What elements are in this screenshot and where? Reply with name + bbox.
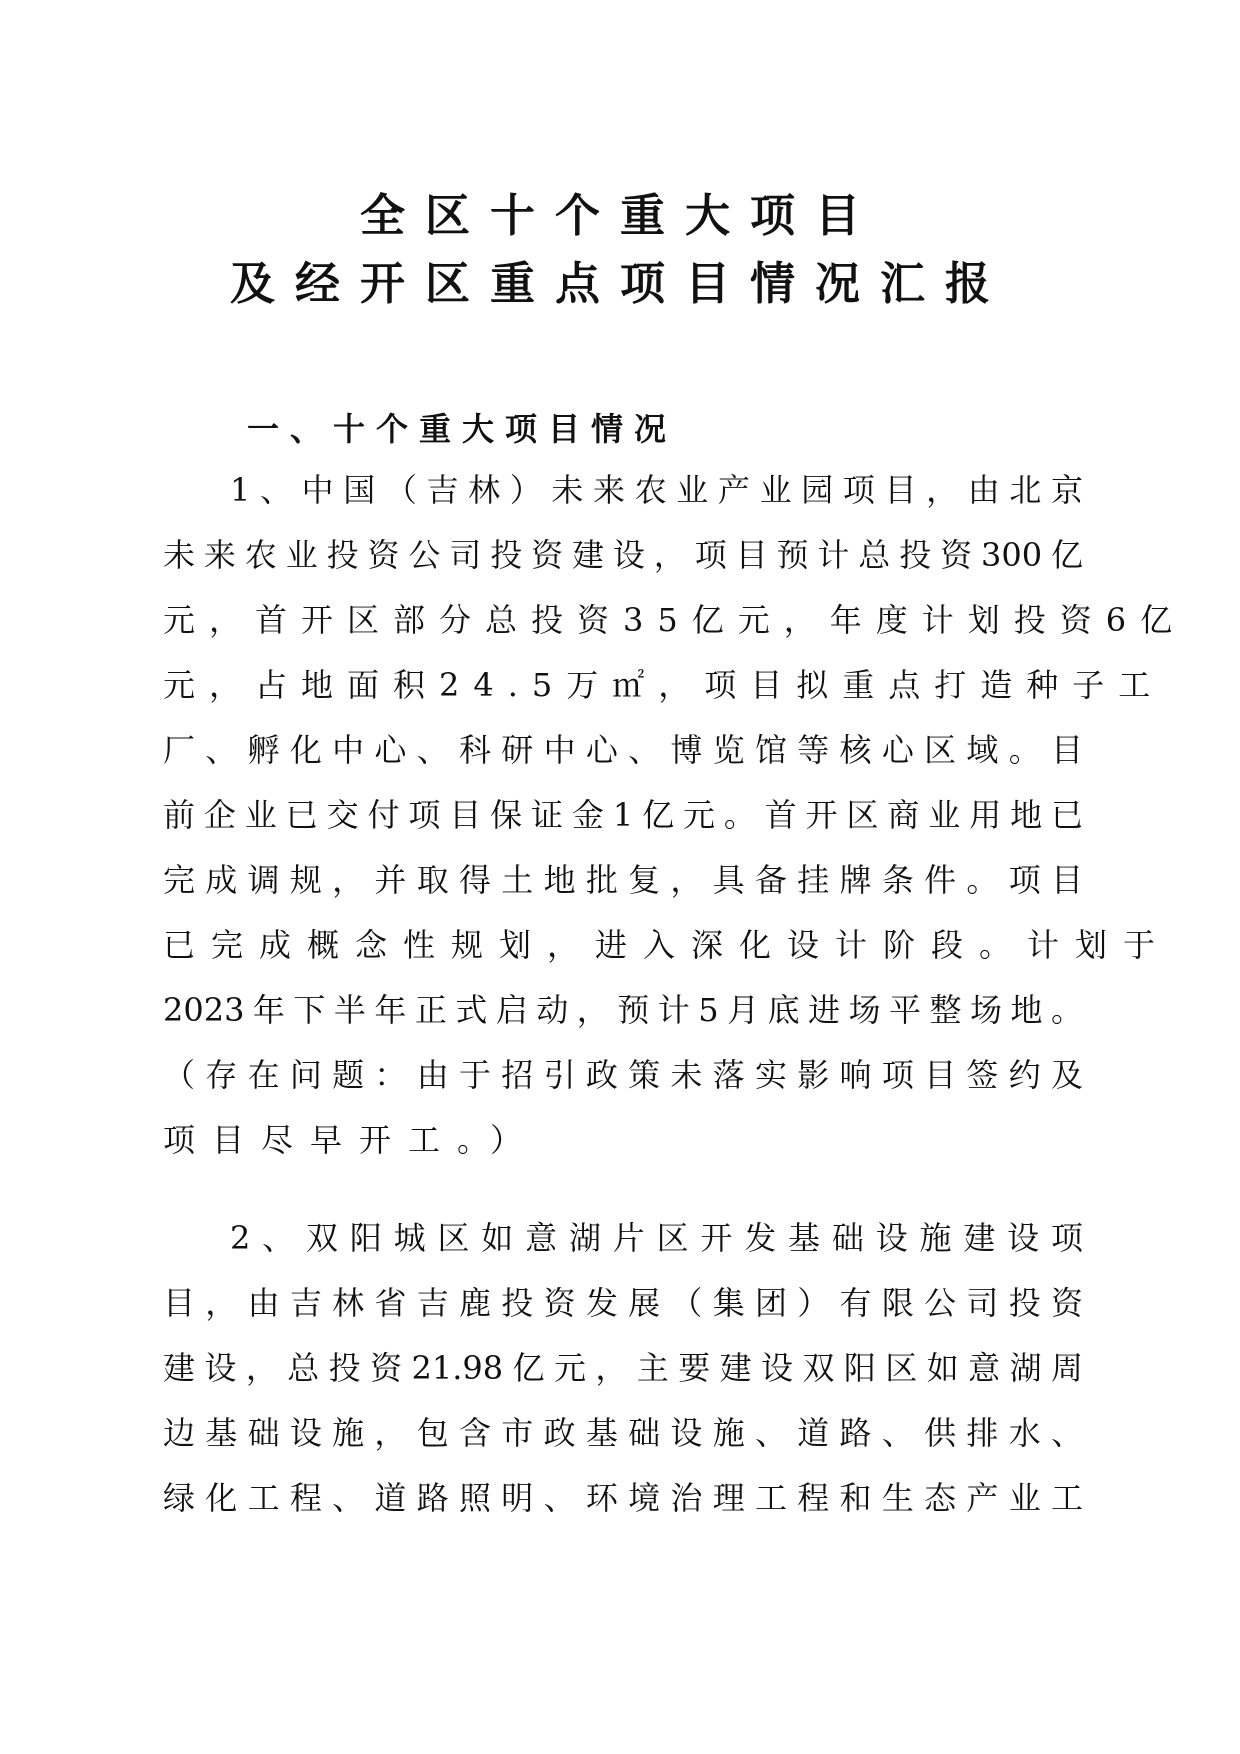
item1-line-6: 前企业已交付项目保证金1亿元。首开区商业用地已 [163,796,1083,834]
item1-line-5: 厂、孵化中心、科研中心、博览馆等核心区域。目 [163,731,1083,769]
item1-line-8: 已完成概念性规划，进入深化设计阶段。计划于 [163,926,1172,964]
item2-line-2: 目，由吉林省吉鹿投资发展（集团）有限公司投资 [163,1284,1083,1322]
section-heading: 一、十个重大项目情况 [247,410,678,448]
item1-line-7: 完成调规，并取得土地批复，具备挂牌条件。项目 [163,861,1083,899]
item1-line-2: 未来农业投资公司投资建设，项目预计总投资300亿 [163,536,1083,574]
document-title-line-1: 全区十个重大项目 [359,189,880,242]
item1-line-9: 2023年下半年正式启动，预计5月底进场平整场地。 [163,991,1083,1029]
item1-line-3: 元，首开区部分总投资35亿元，年度计划投资6亿 [163,601,1187,639]
item1-line-10: （存在问题：由于招引政策未落实影响项目签约及 [163,1056,1083,1094]
item2-line-4: 边基础设施，包含市政基础设施、道路、供排水、 [163,1414,1083,1452]
item1-line-11: 项目尽早开工。） [163,1121,540,1159]
item2-line-1: 2、双阳城区如意湖片区开发基础设施建设项 [230,1219,1083,1257]
item1-line-1: 1、中国（吉林）未来农业产业园项目，由北京 [230,471,1083,509]
item1-line-4: 元，占地面积24.5万㎡，项目拟重点打造种子工 [163,666,1165,704]
item2-line-5: 绿化工程、道路照明、环境治理工程和生态产业工 [163,1479,1083,1517]
document-title-line-2: 及经开区重点项目情况汇报 [229,257,1010,310]
item2-line-3: 建设，总投资21.98亿元，主要建设双阳区如意湖周 [163,1349,1083,1387]
